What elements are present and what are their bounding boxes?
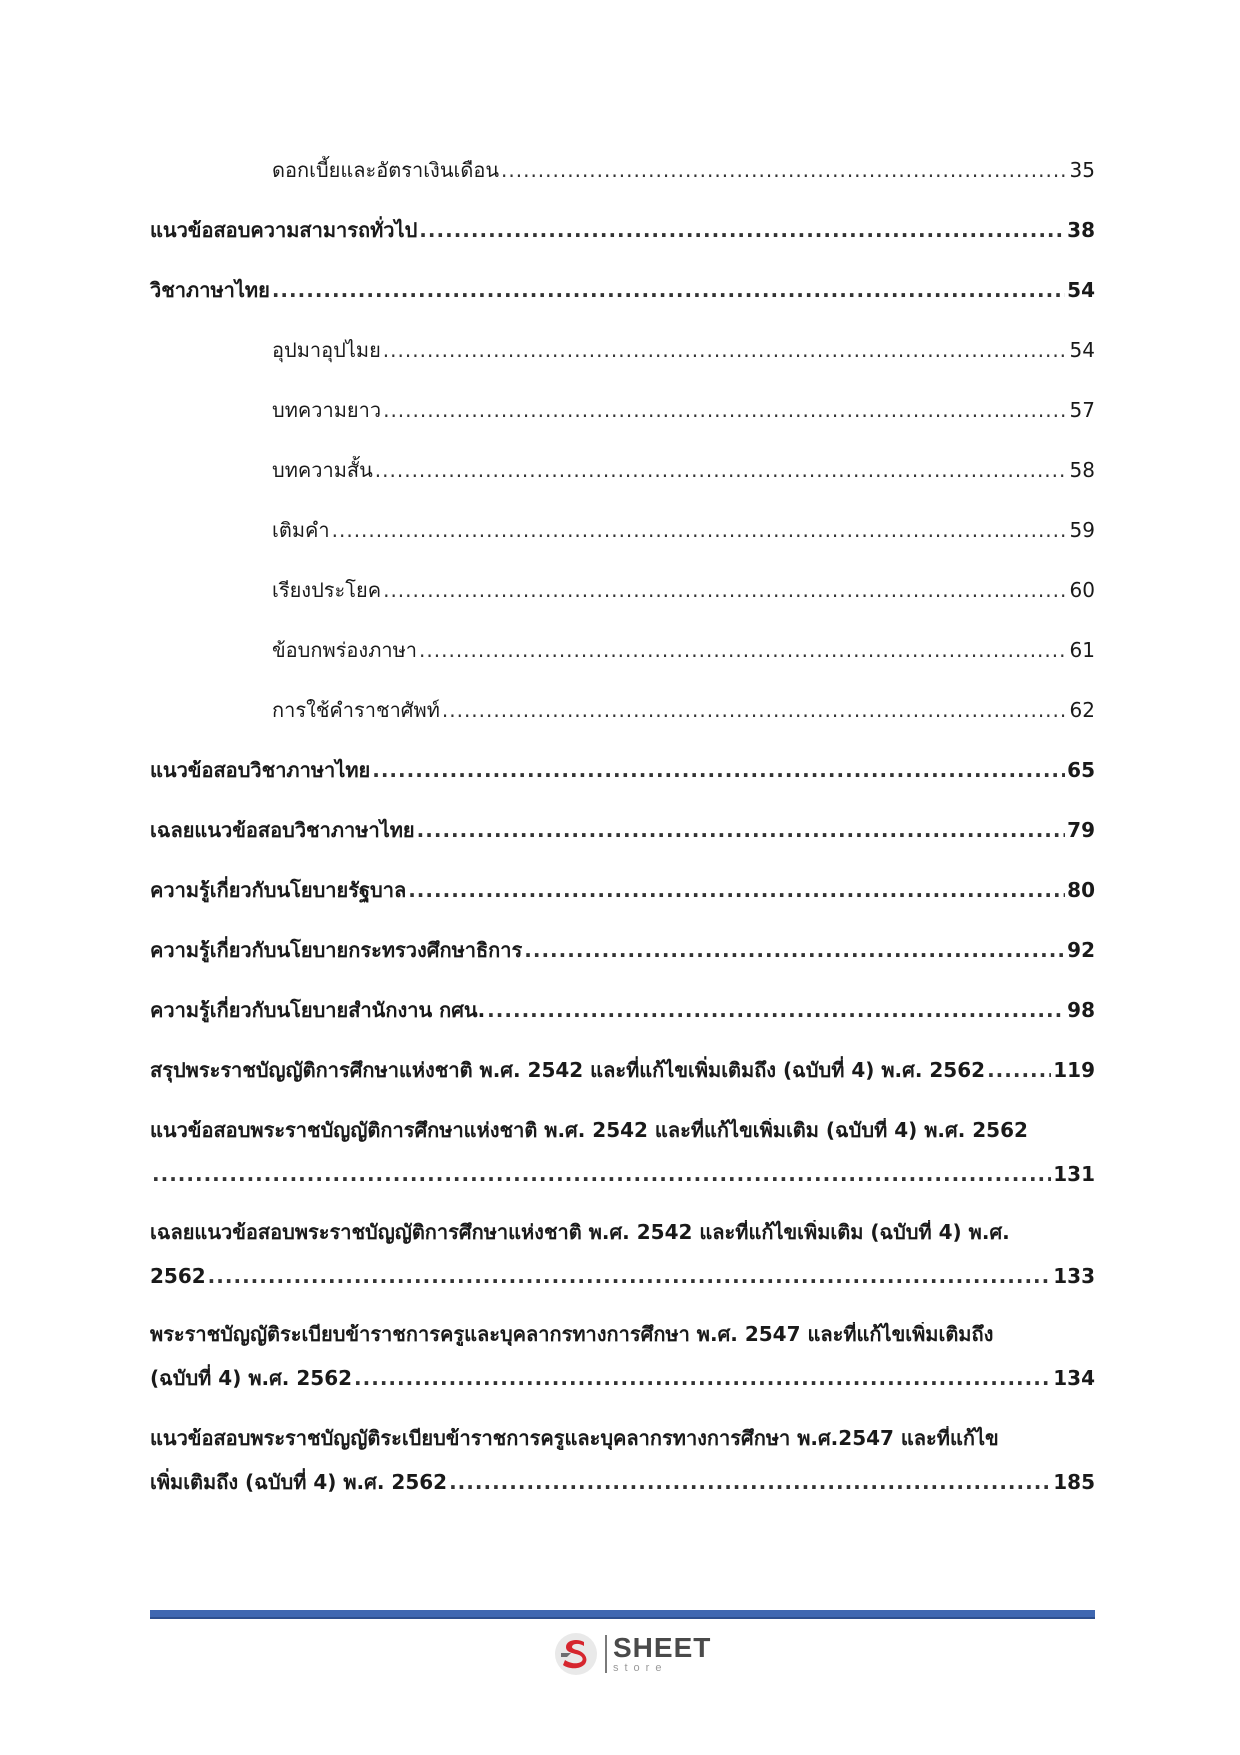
toc-entry-label: 2562 — [150, 1264, 206, 1288]
toc-entry-label: ความรู้เกี่ยวกับนโยบายกระทรวงศึกษาธิการ — [150, 938, 523, 962]
toc-entry-label: ความรู้เกี่ยวกับนโยบายรัฐบาล — [150, 878, 407, 902]
toc-entry-page: 119 — [1053, 1058, 1095, 1082]
toc-entry[interactable] — [150, 818, 1095, 842]
toc-entry-page: 61 — [1069, 638, 1095, 662]
toc-entry-label: เติมคำ — [272, 518, 330, 542]
dot-leader — [332, 518, 1068, 542]
toc-entry[interactable] — [150, 218, 1095, 242]
toc-entry-first-line: แนวข้อสอบพระราชบัญญัติการศึกษาแห่งชาติ พ.ศ. 2542 และที่แก้ไขเพิ่มเติม (ฉบับที่ 4) พ.ศ. 2562 — [150, 1118, 1028, 1142]
toc-entry[interactable] — [272, 578, 1095, 602]
dot-leader — [375, 458, 1068, 482]
toc-entry[interactable] — [150, 998, 1095, 1022]
toc-entry-page: 92 — [1067, 938, 1095, 962]
toc-entry[interactable] — [272, 518, 1095, 542]
toc-entry-page: 131 — [1053, 1162, 1095, 1186]
sheet-store-logo — [553, 1628, 723, 1680]
dot-leader — [987, 1058, 1051, 1082]
toc-entry[interactable] — [272, 458, 1095, 482]
toc-entry[interactable] — [272, 638, 1095, 662]
dot-leader — [442, 698, 1068, 722]
dot-leader — [419, 638, 1068, 662]
dot-leader — [383, 338, 1068, 362]
dot-leader — [372, 758, 1065, 782]
toc-entry-label: การใช้คำราชาศัพท์ — [272, 698, 440, 722]
toc-entry[interactable] — [150, 1162, 1095, 1186]
toc-entry-page: 35 — [1069, 158, 1095, 182]
toc-entry-label: ดอกเบี้ยและอัตราเงินเดือน — [272, 158, 500, 182]
toc-entry-page: 57 — [1069, 398, 1095, 422]
toc-entry-page: 62 — [1069, 698, 1095, 722]
toc-entry-label: แนวข้อสอบวิชาภาษาไทย — [150, 758, 371, 782]
toc-entry[interactable] — [272, 338, 1095, 362]
toc-entry[interactable] — [150, 278, 1095, 302]
toc-entry[interactable] — [272, 158, 1095, 182]
toc-entry-page: 38 — [1067, 218, 1095, 242]
toc-entry-label: บทความยาว — [272, 398, 382, 422]
dot-leader — [417, 818, 1066, 842]
dot-leader — [487, 998, 1065, 1022]
dot-leader — [272, 278, 1065, 302]
dot-leader — [524, 938, 1065, 962]
toc-entry-label: เพิ่มเติมถึง (ฉบับที่ 4) พ.ศ. 2562 — [150, 1470, 448, 1494]
toc-entry-label: เฉลยแนวข้อสอบวิชาภาษาไทย — [150, 818, 415, 842]
logo-separator — [605, 1635, 607, 1673]
toc-entry[interactable] — [150, 938, 1095, 962]
footer-divider-bar — [150, 1610, 1095, 1619]
toc-entry-page: 98 — [1067, 998, 1095, 1022]
toc-entry-label: ความรู้เกี่ยวกับนโยบายสำนักงาน กศน. — [150, 998, 486, 1022]
toc-entry-page: 185 — [1053, 1470, 1095, 1494]
logo-brand: SHEET — [613, 1632, 712, 1663]
toc-entry-page: 134 — [1053, 1366, 1095, 1390]
toc-entry-page: 54 — [1069, 338, 1095, 362]
toc-entry[interactable] — [150, 1264, 1095, 1288]
logo-text — [613, 1634, 711, 1674]
dot-leader — [354, 1366, 1051, 1390]
sheet-store-logo-icon — [553, 1631, 599, 1677]
toc-entry-page: 80 — [1067, 878, 1095, 902]
toc-entry[interactable] — [272, 698, 1095, 722]
toc-entry[interactable] — [272, 398, 1095, 422]
toc-entry[interactable] — [150, 1470, 1095, 1494]
toc-entry-label: สรุปพระราชบัญญัติการศึกษาแห่งชาติ พ.ศ. 2542 และที่แก้ไขเพิ่มเติมถึง (ฉบับที่ 4) พ.ศ. 2562 — [150, 1058, 986, 1082]
logo-brand-sub: store — [613, 1662, 668, 1674]
toc-entry-label: วิชาภาษาไทย — [150, 278, 270, 302]
toc-entry-label: แนวข้อสอบความสามารถทั่วไป — [150, 218, 418, 242]
toc-entry-first-line: พระราชบัญญัติระเบียบข้าราชการครูและบุคลากรทางการศึกษา พ.ศ. 2547 และที่แก้ไขเพิ่มเติมถึง — [150, 1322, 994, 1346]
toc-entry-label: บทความสั้น — [272, 458, 373, 482]
toc-entry[interactable] — [150, 1366, 1095, 1390]
dot-leader — [501, 158, 1068, 182]
toc-entry-label: (ฉบับที่ 4) พ.ศ. 2562 — [150, 1366, 353, 1390]
toc-entry-page: 65 — [1067, 758, 1095, 782]
toc-entry-page: 54 — [1067, 278, 1095, 302]
toc-entry[interactable] — [150, 1058, 1095, 1082]
toc-entry-label: อุปมาอุปไมย — [272, 338, 381, 362]
dot-leader — [419, 218, 1065, 242]
toc-entry-page: 60 — [1069, 578, 1095, 602]
dot-leader — [449, 1470, 1051, 1494]
toc-entry-page: 133 — [1053, 1264, 1095, 1288]
toc-entry-first-line: เฉลยแนวข้อสอบพระราชบัญญัติการศึกษาแห่งชาติ พ.ศ. 2542 และที่แก้ไขเพิ่มเติม (ฉบับที่ 4) พ.ศ. — [150, 1220, 1010, 1244]
dot-leader — [208, 1264, 1052, 1288]
dot-leader — [408, 878, 1065, 902]
dot-leader — [152, 1162, 1051, 1186]
dot-leader — [383, 578, 1067, 602]
toc-entry-first-line: แนวข้อสอบพระราชบัญญัติระเบียบข้าราชการครูและบุคลากรทางการศึกษา พ.ศ.2547 และที่แก้ไข — [150, 1426, 999, 1450]
toc-entry-page: 58 — [1069, 458, 1095, 482]
dot-leader — [383, 398, 1067, 422]
toc-entry-page: 59 — [1069, 518, 1095, 542]
toc-entry-label: เรียงประโยค — [272, 578, 382, 602]
toc-entry[interactable] — [150, 878, 1095, 902]
toc-entry-page: 79 — [1067, 818, 1095, 842]
toc-entry[interactable] — [150, 758, 1095, 782]
toc-entry-label: ข้อบกพร่องภาษา — [272, 638, 418, 662]
